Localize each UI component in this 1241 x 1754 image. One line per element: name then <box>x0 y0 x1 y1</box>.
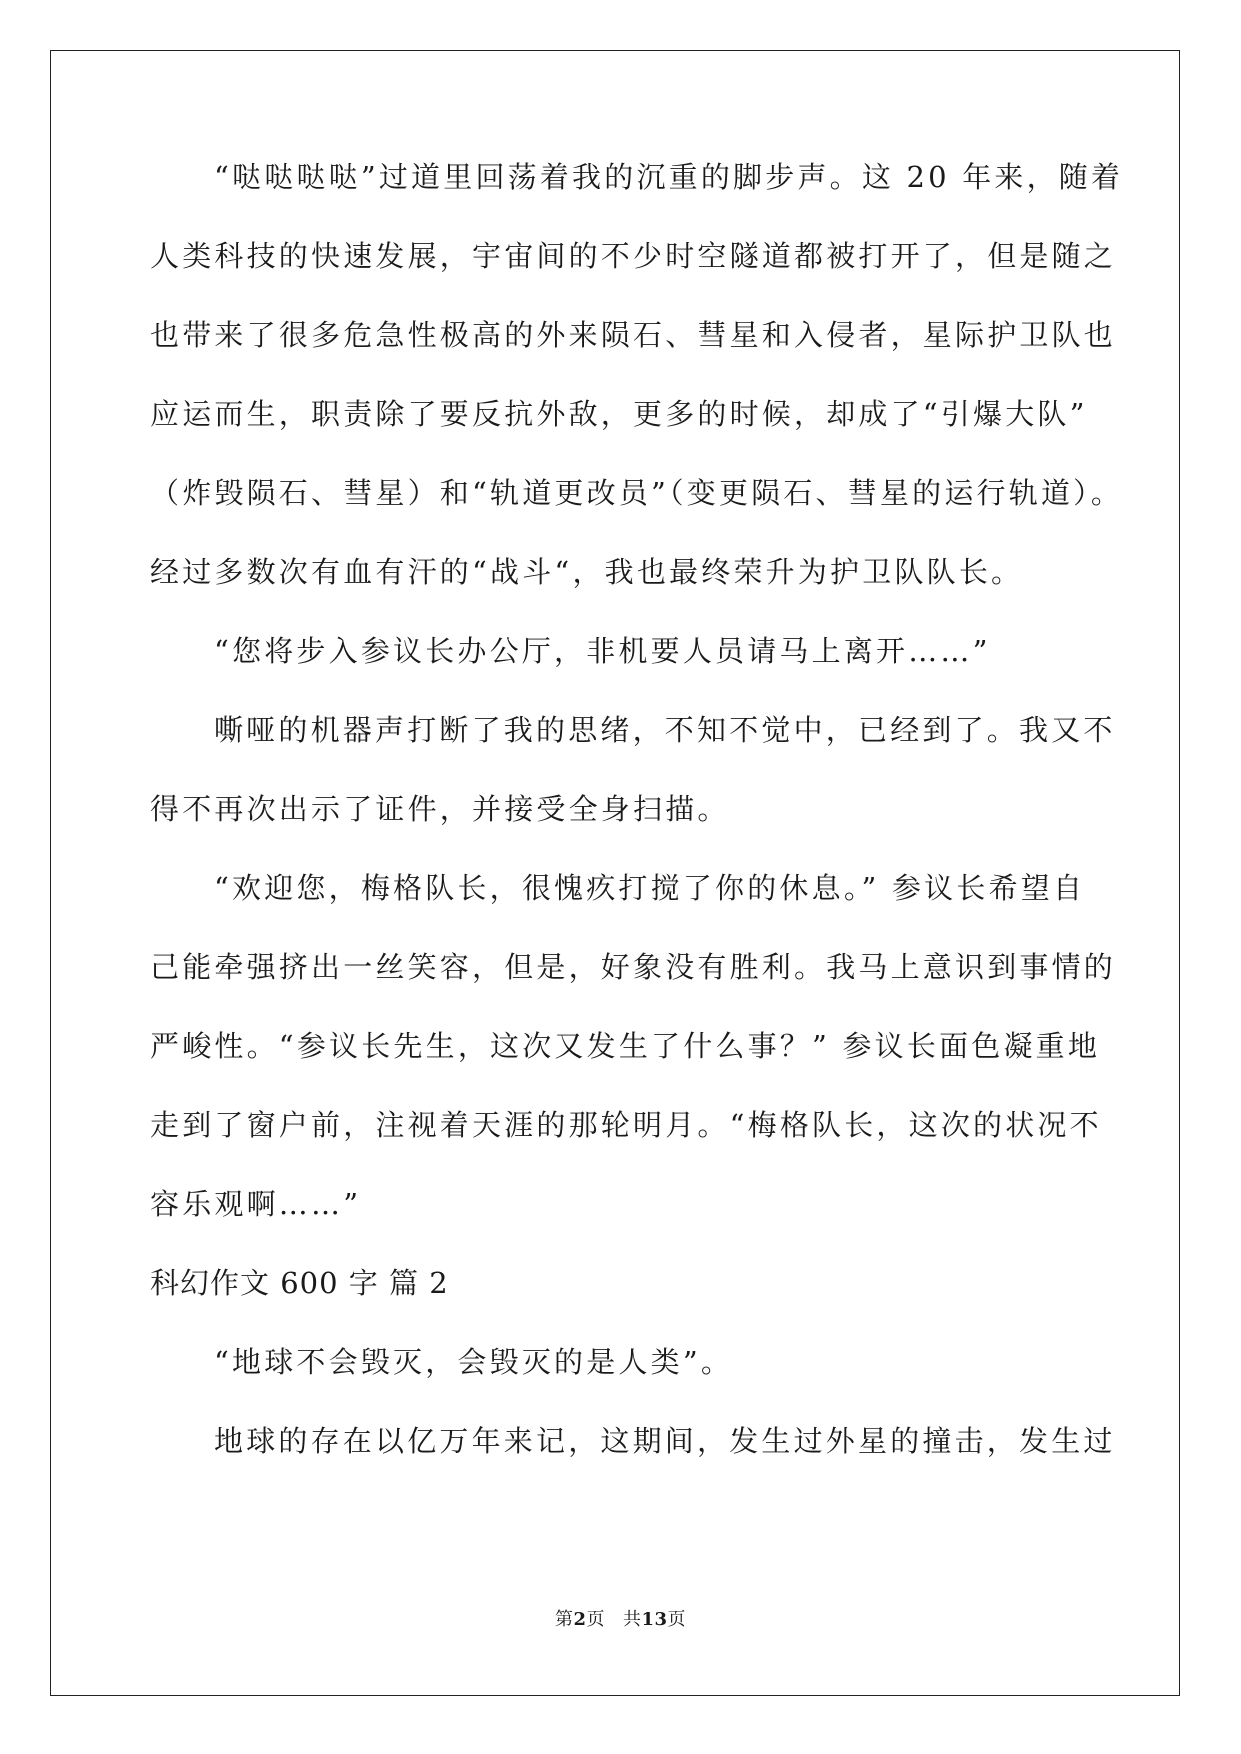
paragraph-line: 也带来了很多危急性极高的外来陨石、彗星和入侵者，星际护卫队也 <box>150 318 1117 352</box>
page-total: 13 <box>641 1609 668 1630</box>
paragraph-line: “欢迎您，梅格队长，很愧疚打搅了你的休息。” 参议长希望自 <box>214 871 1086 905</box>
paragraph-line: 应运而生，职责除了要反抗外敌，更多的时候，却成了“引爆大队” <box>150 397 1088 431</box>
paragraph-line: 己能牵强挤出一丝笑容，但是，好象没有胜利。我马上意识到事情的 <box>150 950 1117 984</box>
section-heading: 科幻作文 600 字 篇 2 <box>150 1266 449 1300</box>
page-current: 2 <box>573 1609 587 1630</box>
total-unit: 页 <box>667 1609 687 1630</box>
paragraph-line: 人类科技的快速发展，宇宙间的不少时空隧道都被打开了，但是随之 <box>150 239 1117 273</box>
paragraph-line: 经过多数次有血有汗的“战斗“，我也最终荣升为护卫队队长。 <box>150 555 1024 589</box>
total-prefix: 共 <box>622 1609 642 1630</box>
paragraph-line: 走到了窗户前，注视着天涯的那轮明月。“梅格队长，这次的状况不 <box>150 1108 1102 1142</box>
paragraph-line: 嘶哑的机器声打断了我的思绪，不知不觉中，已经到了。我又不 <box>214 713 1116 747</box>
paragraph-line: “您将步入参议长办公厅，非机要人员请马上离开……” <box>214 634 991 668</box>
paragraph-line: 地球的存在以亿万年来记，这期间，发生过外星的撞击，发生过 <box>214 1424 1116 1458</box>
paragraph-line: “哒哒哒哒”过道里回荡着我的沉重的脚步声。这 20 年来，随着 <box>214 160 1124 194</box>
paragraph-line: （炸毁陨石、彗星）和“轨道更改员”（变更陨石、彗星的运行轨道）。 <box>150 476 1124 510</box>
page-prefix: 第 <box>554 1609 574 1630</box>
page-unit: 页 <box>586 1609 605 1630</box>
paragraph-line: 容乐观啊……” <box>150 1187 362 1221</box>
paragraph-line: 严峻性。“参议长先生，这次又发生了什么事？” 参议长面色凝重地 <box>150 1029 1101 1063</box>
document-body <box>150 158 1124 1501</box>
page-footer <box>0 1608 1241 1632</box>
paragraph-line: 得不再次出示了证件，并接受全身扫描。 <box>150 792 730 826</box>
paragraph-line: “地球不会毁灭，会毁灭的是人类”。 <box>214 1345 734 1379</box>
